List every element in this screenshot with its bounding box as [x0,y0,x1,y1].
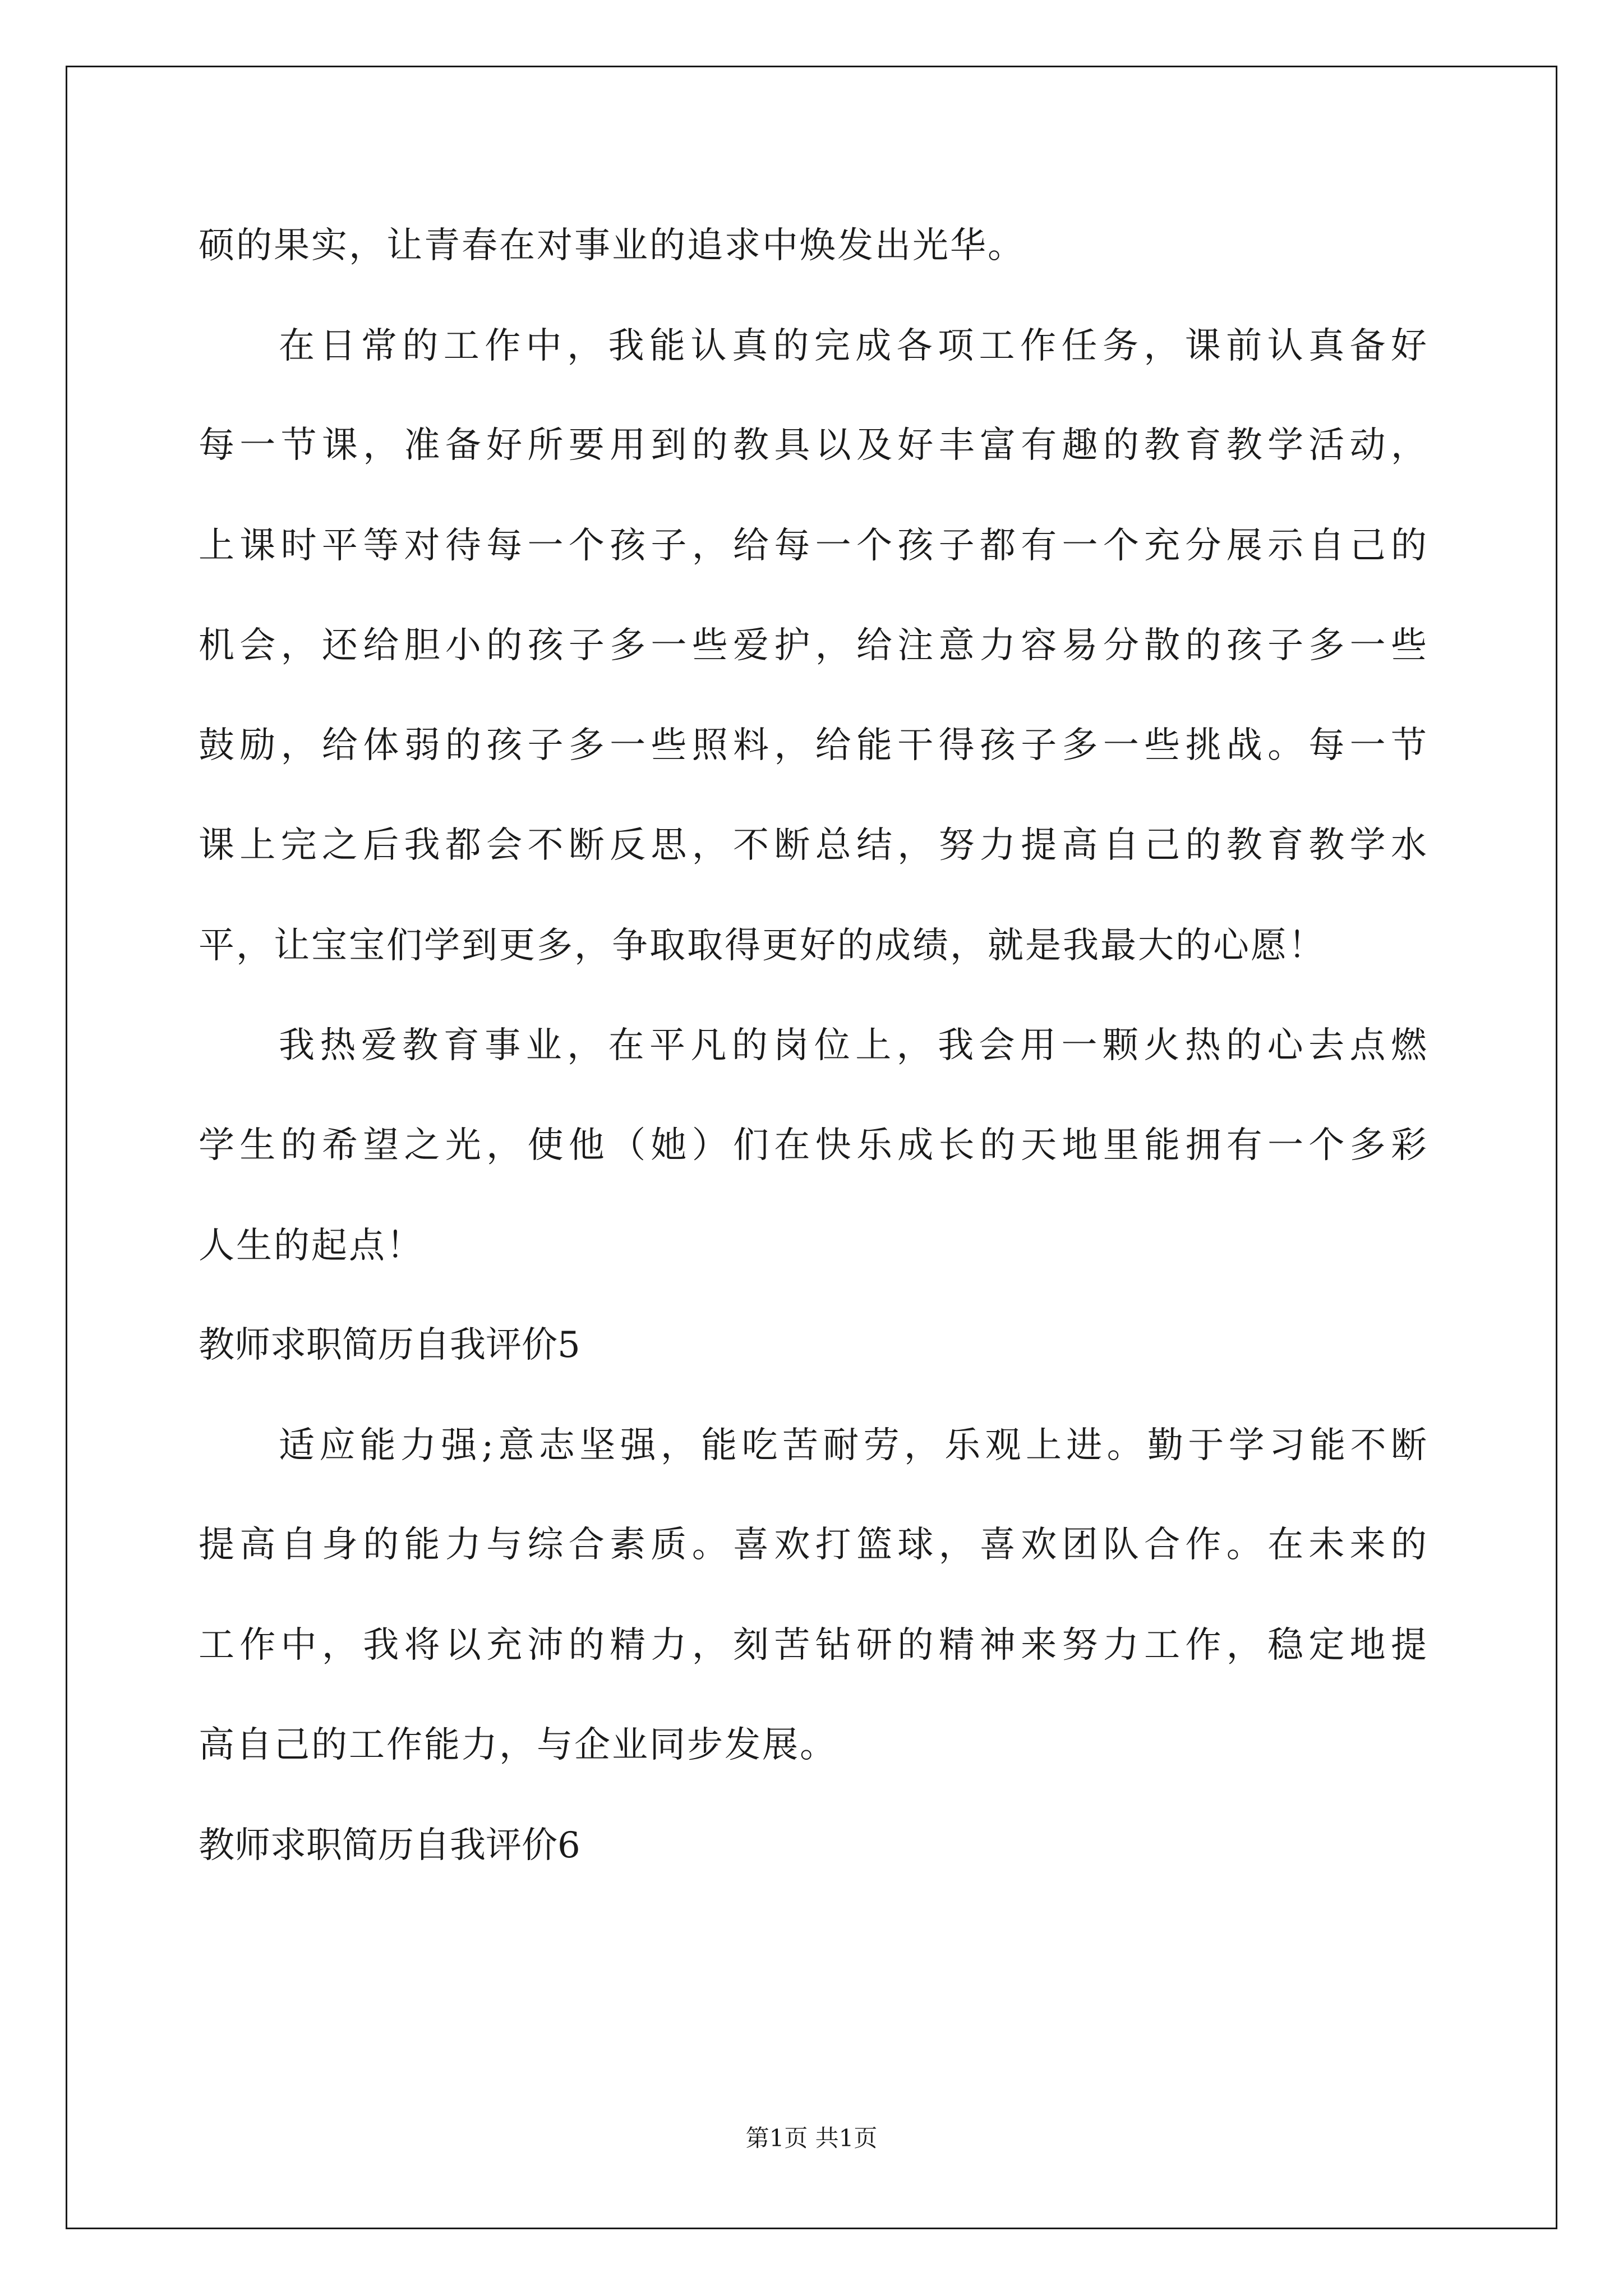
section-heading: 教师求职简历自我评价6 [199,1825,580,1866]
body-text-line: 平，让宝宝们学到更多，争取取得更好的成绩，就是我最大的心愿！ [199,925,1326,967]
body-text-line: 在日常的工作中，我能认真的完成各项工作任务，课前认真备好 [279,325,1427,367]
body-text-line: 机会，还给胆小的孩子多一些爱护，给注意力容易分散的孩子多一些 [199,625,1427,666]
body-text-line: 上课时平等对待每一个孩子，给每一个孩子都有一个充分展示自己的 [199,525,1427,567]
body-text-line: 我热爱教育事业，在平凡的岗位上，我会用一颗火热的心去点燃 [279,1025,1427,1066]
body-text-line: 高自己的工作能力，与企业同步发展。 [199,1724,837,1766]
section-heading: 教师求职简历自我评价5 [199,1324,580,1366]
body-text-line: 人生的起点！ [199,1225,424,1267]
body-text-line: 课上完之后我都会不断反思，不断总结，努力提高自己的教育教学水 [199,825,1427,866]
body-text-line: 鼓励，给体弱的孩子多一些照料，给能干得孩子多一些挑战。每一节 [199,725,1427,766]
body-text-line: 学生的希望之光，使他（她）们在快乐成长的天地里能拥有一个多彩 [199,1125,1427,1166]
body-text-line: 适应能力强;意志坚强，能吃苦耐劳，乐观上进。勤于学习能不断 [279,1425,1427,1466]
body-text-line: 硕的果实，让青春在对事业的追求中焕发出光华。 [199,225,1025,266]
page-footer: 第1页 共1页 [745,2124,878,2152]
body-text-line: 提高自身的能力与综合素质。喜欢打篮球，喜欢团队合作。在未来的 [199,1524,1427,1566]
body-text-line: 每一节课，准备好所要用到的教具以及好丰富有趣的教育教学活动， [199,425,1427,466]
body-text-line: 工作中，我将以充沛的精力，刻苦钻研的精神来努力工作，稳定地提 [199,1625,1427,1666]
